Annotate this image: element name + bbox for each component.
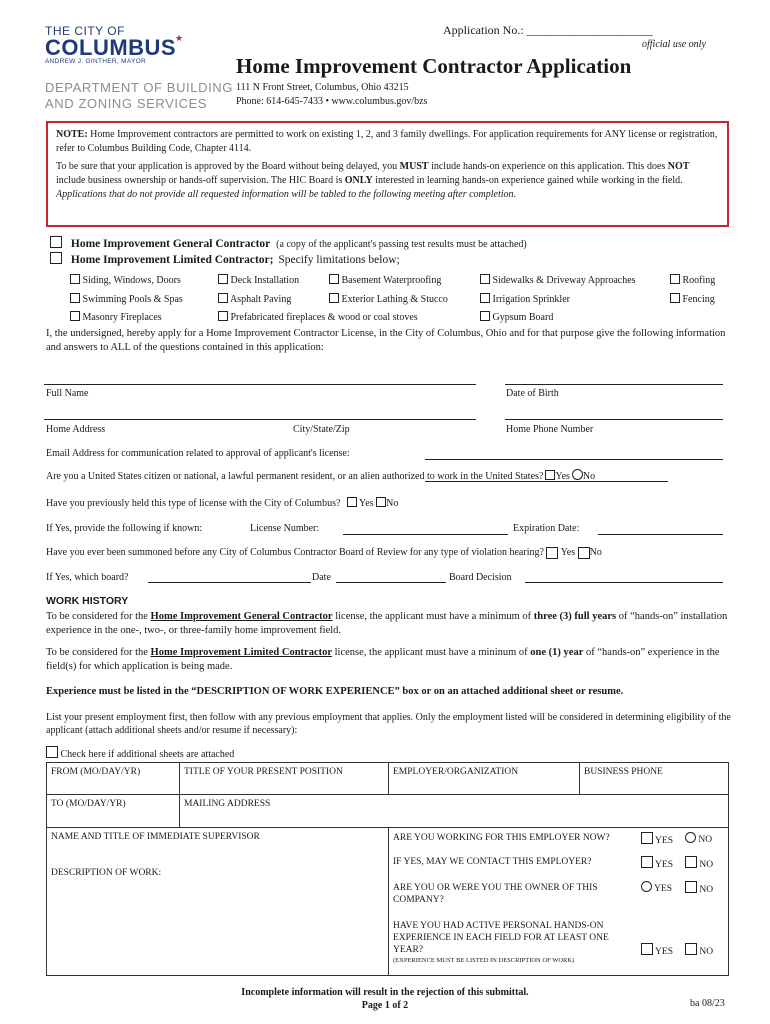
limited-req-text-1: To be considered for the [46, 647, 151, 658]
limitation-siding[interactable] [70, 274, 181, 286]
home-phone-label: Home Phone Number [506, 424, 594, 435]
working-now-question: ARE YOU WORKING FOR THIS EMPLOYER NOW? [393, 833, 610, 843]
title-cell[interactable] [179, 762, 389, 795]
office-phone: Phone: 614-645-7433 • www.columbus.gov/bzs [236, 96, 428, 107]
mailing-label: MAILING ADDRESS [184, 799, 271, 809]
hands-on-question: HAVE YOU HAD ACTIVE PERSONAL HANDS-ON EXPERIENCE IN EACH FIELD FOR AT LEAST ONE YEAR? [393, 921, 609, 955]
limitation-checkbox[interactable] [70, 293, 80, 303]
summoned-no-label: No [589, 547, 602, 558]
general-contractor-note: (a copy of the applicant's passing test results must be attached) [276, 239, 527, 250]
limited-req-text-5: of “hands-on” experience in the field(s) for which application is being made. [46, 647, 720, 672]
limitation-label: Fencing [682, 294, 715, 305]
which-board-line[interactable] [148, 582, 311, 583]
home-address-label: Home Address [46, 424, 106, 435]
dept-line1: DEPARTMENT OF BUILDING [45, 80, 234, 95]
limitation-irrigation[interactable] [480, 293, 570, 305]
hands-on-no-checkbox[interactable] [685, 943, 697, 955]
to-label: TO (MO/DAY/YR) [51, 799, 126, 809]
limitation-label: Siding, Windows, Doors [82, 275, 181, 286]
work-history-heading: WORK HISTORY [46, 595, 129, 607]
owner-no[interactable] [685, 881, 713, 895]
yes-label: YES [654, 884, 672, 894]
date-line[interactable] [336, 582, 446, 583]
prev-license-text: Have you previously held this type of license with the City of Columbus? [46, 498, 341, 509]
page-number: Page 1 of 2 [361, 1000, 409, 1011]
limitation-label: Deck Installation [230, 275, 300, 286]
limitation-label: Exterior Lathing & Stucco [341, 294, 448, 305]
note-must: MUST [399, 161, 429, 172]
contact-no[interactable] [685, 856, 713, 870]
prev-license-yes-label: Yes [359, 498, 374, 509]
limited-contractor-note: Specify limitations below; [278, 254, 400, 266]
owner-no-checkbox[interactable] [685, 881, 697, 893]
note-text-2c: include hands-on experience on this application. This does [428, 161, 668, 172]
description-label: DESCRIPTION OF WORK: [51, 868, 162, 878]
limited-requirement [46, 646, 736, 674]
logo-star-icon: ★ [175, 33, 184, 43]
limitation-checkbox[interactable] [670, 293, 680, 303]
general-requirement [46, 610, 736, 638]
limitation-checkbox[interactable] [218, 293, 228, 303]
note-label: NOTE: [56, 129, 88, 140]
if-yes-label: If Yes, provide the following if known: [46, 523, 203, 534]
note-text-2g: interested in learning hands-on experience gained while working in the field. [372, 175, 683, 186]
citizen-line [425, 481, 668, 482]
board-decision-line[interactable] [525, 582, 723, 583]
yes-label: YES [655, 947, 673, 957]
full-name-line[interactable] [44, 384, 476, 385]
note-period: . [513, 189, 517, 200]
yes-label: YES [655, 836, 673, 846]
no-label: NO [699, 860, 714, 870]
general-req-license: Home Improvement General Contractor [150, 611, 333, 622]
limitation-sidewalks[interactable] [480, 274, 636, 286]
dept-line2: AND ZONING SERVICES [45, 96, 208, 111]
business-phone-cell[interactable] [579, 762, 729, 795]
note-box [46, 121, 729, 227]
logo-line3: ANDREW J. GINTHER, MAYOR [45, 58, 146, 65]
limited-contractor-label: Home Improvement Limited Contractor; [70, 254, 274, 266]
no-label: NO [699, 947, 714, 957]
general-req-text-5: of “hands-on” installation experience in the one-, two-, or three-family home improvement field. [46, 611, 728, 636]
limitation-checkbox[interactable] [70, 311, 80, 321]
prev-license-no-checkbox[interactable] [376, 497, 386, 507]
additional-sheets-checkbox[interactable] [46, 746, 58, 758]
working-now-no-radio[interactable] [685, 832, 696, 843]
working-now-yes-checkbox[interactable] [641, 832, 653, 844]
logo-line2: COLUMBUS [45, 35, 177, 60]
citizen-yes-label: Yes [555, 471, 570, 482]
prev-license-question [46, 497, 398, 509]
limitation-pools[interactable] [70, 293, 183, 305]
limitation-masonry[interactable] [70, 311, 162, 323]
work-history-table [46, 762, 729, 976]
hands-on-note: (EXPERIENCE MUST BE LISTED IN DESCRIPTION OF WORK) [393, 957, 575, 964]
dob-label: Date of Birth [506, 388, 559, 399]
from-cell[interactable] [46, 762, 180, 795]
summoned-question [46, 547, 766, 559]
revision-code: ba 08/23 [690, 998, 725, 1009]
home-phone-line[interactable] [505, 419, 723, 420]
general-req-text-1: To be considered for the [46, 611, 151, 622]
note-only: ONLY [344, 175, 373, 186]
limitation-prefab[interactable] [218, 311, 418, 323]
footer-warning: Incomplete information will result in the rejection of this submittal. [241, 987, 529, 998]
owner-question: ARE YOU OR WERE YOU THE OWNER OF THIS COMPANY? [393, 883, 598, 905]
limitation-gypsum[interactable] [480, 311, 553, 323]
no-label: NO [698, 835, 713, 845]
citizen-no-radio[interactable] [572, 469, 583, 480]
limitation-roofing[interactable] [670, 274, 715, 286]
limitation-lathing[interactable] [329, 293, 448, 305]
title-label: TITLE OF YOUR PRESENT POSITION [184, 767, 343, 777]
limitation-label: Asphalt Paving [229, 294, 292, 305]
note-not: NOT [667, 161, 690, 172]
citizen-question-text: Are you a United States citizen or national, a lawful permanent resident, or an alien authorized to work in the United States? [46, 471, 544, 482]
citizen-no-label: No [582, 471, 596, 482]
limited-contractor-checkbox[interactable] [50, 252, 62, 264]
to-cell[interactable] [46, 794, 180, 828]
limitation-checkbox[interactable] [218, 311, 228, 321]
limitation-label: Masonry Fireplaces [82, 312, 162, 323]
limitation-fencing[interactable] [670, 293, 715, 305]
contact-yes-checkbox[interactable] [641, 856, 653, 868]
summoned-text: Have you ever been summoned before any City of Columbus Contractor Board of Review for any type of violation hearing? [46, 547, 544, 558]
limitation-checkbox[interactable] [329, 293, 339, 303]
note-text-2e: include business ownership or hands-off supervision. The HIC Board is [56, 175, 345, 186]
employer-cell[interactable] [388, 762, 580, 795]
prev-license-yes-checkbox[interactable] [347, 497, 357, 507]
working-now-yes[interactable] [641, 832, 673, 846]
note-paragraph-1 [56, 128, 719, 156]
limitation-label: Gypsum Board [492, 312, 554, 323]
limitation-label: Roofing [682, 275, 716, 286]
dob-line[interactable] [505, 384, 723, 385]
employer-questions-cell [388, 827, 729, 976]
limitation-deck[interactable] [218, 274, 299, 286]
logo-line1: THE CITY OF [45, 24, 125, 38]
expiration-label: Expiration Date: [513, 523, 580, 534]
supervisor-cell[interactable] [46, 827, 389, 976]
limitation-checkbox[interactable] [670, 274, 680, 284]
limited-req-text-3: license, the applicant must have a mininum of [332, 647, 531, 658]
board-decision-label: Board Decision [449, 572, 512, 583]
limited-contractor-option[interactable] [50, 252, 400, 266]
working-now-no[interactable] [685, 832, 712, 845]
limitation-label: Prefabricated fireplaces & wood or coal stoves [230, 312, 418, 323]
date-label: Date [312, 572, 331, 583]
limitation-label: Irrigation Sprinkler [492, 294, 570, 305]
full-name-label: Full Name [46, 388, 89, 399]
form-title: Home Improvement Contractor Application [236, 54, 632, 78]
owner-yes-radio[interactable] [641, 881, 652, 892]
mailing-cell[interactable] [179, 794, 729, 828]
general-req-text-3: license, the applicant must have a minimum of [332, 611, 534, 622]
limitation-asphalt[interactable] [218, 293, 291, 305]
additional-sheets-label: Check here if additional sheets are attached [60, 749, 235, 760]
hands-on-yes[interactable] [641, 943, 673, 957]
city-logo [45, 24, 205, 65]
note-text-1: Home Improvement contractors are permitted to work on existing 1, 2, and 3 family dwellings. For application requirements for ANY license or registration, refer to Columbus Building Code, Chapter 4114. [56, 129, 718, 154]
email-label: Email Address for communication related to approval of applicant's license: [46, 448, 350, 459]
no-label: NO [699, 885, 714, 895]
application-number: Application No.: _____________________ [443, 23, 653, 37]
limited-req-years: one (1) year [530, 647, 584, 658]
citizen-yes-checkbox[interactable] [545, 470, 555, 480]
expiration-line[interactable] [598, 534, 723, 535]
office-address: 111 N Front Street, Columbus, Ohio 43215 [236, 82, 409, 93]
yes-label: YES [655, 860, 673, 870]
limited-req-license: Home Improvement Limited Contractor [150, 647, 333, 658]
home-address-line[interactable] [44, 419, 476, 420]
summoned-yes-label: Yes [560, 547, 576, 558]
general-contractor-option[interactable] [50, 236, 527, 250]
from-label: FROM (MO/DAY/YR) [51, 767, 141, 777]
license-number-line[interactable] [343, 534, 508, 535]
limitation-checkbox[interactable] [218, 274, 228, 284]
general-req-years: three (3) full years [533, 611, 617, 622]
limitation-label: Sidewalks & Driveway Approaches [492, 275, 636, 286]
experience-text: List your present employment first, then follow with any previous employment that applies. Only the employment listed will be considered in determining eligibility of the applicant (attach additional sheets and/or resume if necessary): [46, 712, 731, 736]
summoned-no-checkbox[interactable] [578, 547, 590, 559]
note-paragraph-2 [56, 160, 719, 202]
city-state-zip-label: City/State/Zip [293, 424, 350, 435]
license-number-label: License Number: [250, 523, 320, 534]
email-line[interactable] [425, 459, 723, 460]
contact-yes[interactable] [641, 856, 673, 870]
general-contractor-checkbox[interactable] [50, 236, 62, 248]
note-text-2a: To be sure that your application is approved by the Board without being delayed, you [56, 161, 400, 172]
additional-sheets-option[interactable] [46, 746, 234, 760]
experience-instruction: Experience must be listed in the “DESCRIPTION OF WORK EXPERIENCE” box or on an attached additional sheet or resume. [46, 686, 624, 697]
summoned-yes-checkbox[interactable] [546, 547, 558, 559]
owner-yes[interactable] [641, 881, 672, 894]
contact-employer-question: IF YES, MAY WE CONTACT THIS EMPLOYER? [393, 857, 592, 867]
employer-label: EMPLOYER/ORGANIZATION [393, 767, 519, 777]
limitation-checkbox[interactable] [70, 274, 80, 284]
hands-on-no[interactable] [685, 943, 713, 957]
general-contractor-label: Home Improvement General Contractor [70, 238, 271, 250]
limitation-checkbox[interactable] [480, 274, 490, 284]
contact-no-checkbox[interactable] [685, 856, 697, 868]
applicant-statement: I, the undersigned, hereby apply for a Home Improvement Contractor License, in the City of Columbus, Ohio and for that purpose give the following information and answers to ALL of the questions contained in this application: [46, 328, 726, 353]
limitation-checkbox[interactable] [329, 274, 339, 284]
limitation-checkbox[interactable] [480, 311, 490, 321]
business-phone-label: BUSINESS PHONE [584, 767, 663, 777]
limitation-basement[interactable] [329, 274, 441, 286]
which-board-label: If Yes, which board? [46, 572, 129, 583]
official-use: official use only [642, 39, 706, 50]
limitation-label: Swimming Pools & Spas [82, 294, 183, 305]
department-name [45, 80, 233, 112]
note-italic: Applications that do not provide all requested information will be tabled to the following meeting after completion [56, 189, 514, 200]
limitation-label: Basement Waterproofing [341, 275, 442, 286]
limitation-checkbox[interactable] [480, 293, 490, 303]
prev-license-no-label: No [386, 498, 399, 509]
hands-on-yes-checkbox[interactable] [641, 943, 653, 955]
supervisor-label: NAME AND TITLE OF IMMEDIATE SUPERVISOR [51, 832, 260, 842]
